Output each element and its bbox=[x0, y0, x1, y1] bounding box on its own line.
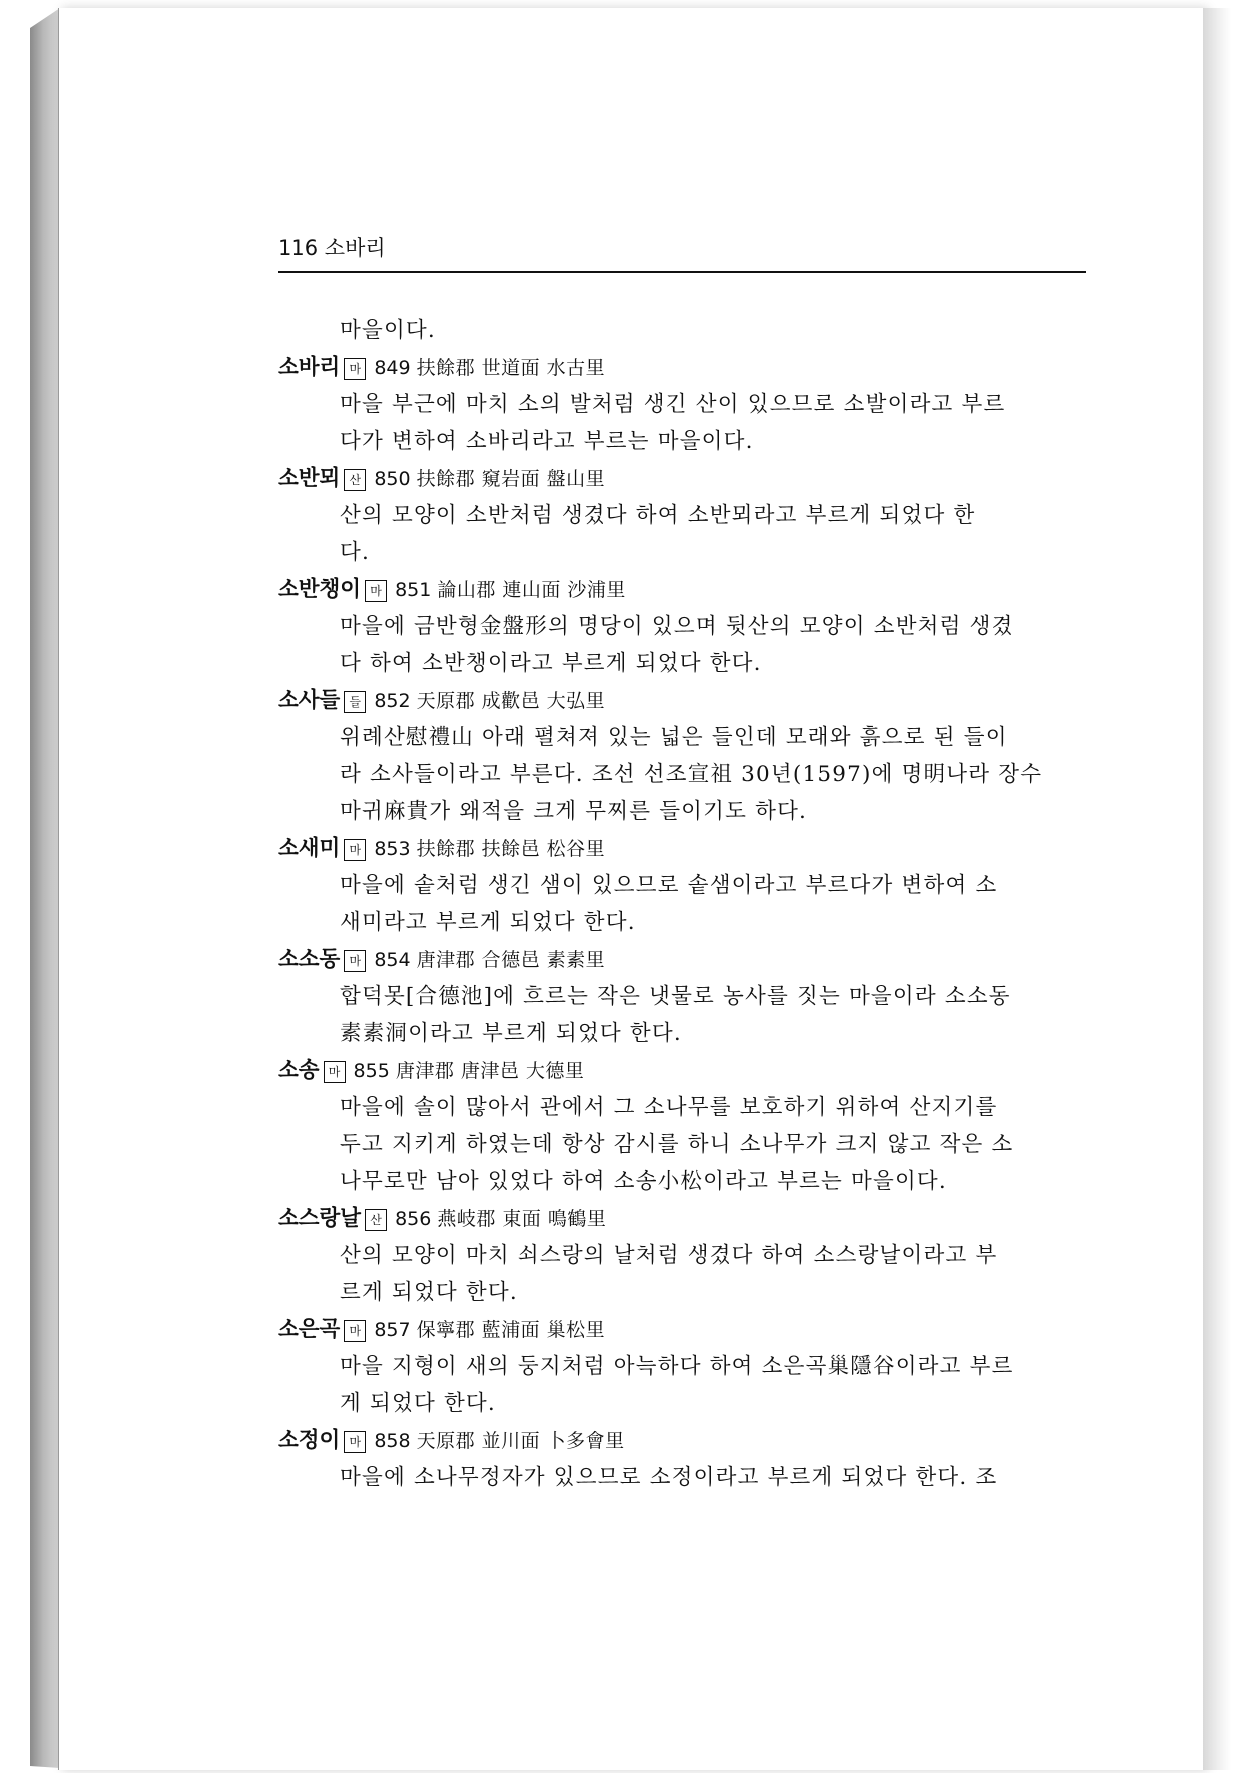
entry-number: 855 bbox=[353, 1060, 390, 1082]
entry-address: 唐津郡 唐津邑 大德里 bbox=[395, 1060, 585, 1082]
entry-text-line: 산의 모양이 마치 쇠스랑의 날처럼 생겼다 하여 소스랑날이라고 부 bbox=[340, 1243, 998, 1268]
entry-headword: 소송 bbox=[278, 1058, 320, 1083]
entry-text-line: 새미라고 부르게 되었다 한다. bbox=[340, 910, 636, 935]
entry-heading bbox=[278, 941, 1086, 978]
entry-text-line: 마을에 솔이 많아서 관에서 그 소나무를 보호하기 위하여 산지기를 bbox=[340, 1095, 998, 1120]
entry-text-line: 위례산慰禮山 아래 펼쳐져 있는 넓은 들인데 모래와 흙으로 된 들이 bbox=[340, 725, 1008, 750]
entry-heading bbox=[278, 571, 1086, 608]
entry-address: 天原郡 成歡邑 大弘里 bbox=[416, 690, 606, 712]
entry-heading bbox=[278, 1052, 1086, 1089]
entry-address: 燕岐郡 東面 鳴鶴里 bbox=[437, 1208, 607, 1230]
entry-headword: 소스랑날 bbox=[278, 1206, 362, 1231]
entry-address: 論山郡 連山面 沙浦里 bbox=[437, 579, 626, 601]
category-badge: 마 bbox=[344, 1320, 366, 1342]
header-rule bbox=[278, 271, 1086, 273]
entry-text-line: 마을 부근에 마치 소의 발처럼 생긴 산이 있으므로 소발이라고 부르 bbox=[340, 392, 1006, 417]
entry-text-line: 다가 변하여 소바리라고 부르는 마을이다. bbox=[340, 429, 754, 454]
running-title: 소바리 bbox=[324, 236, 386, 260]
entry-address: 扶餘郡 扶餘邑 松谷里 bbox=[416, 838, 606, 860]
entry-text-line: 마을에 솥처럼 생긴 샘이 있으므로 솥샘이라고 부르다가 변하여 소 bbox=[340, 873, 998, 898]
category-badge: 마 bbox=[344, 839, 366, 861]
category-badge: 들 bbox=[344, 691, 366, 713]
entry-text-line: 라 소사들이라고 부른다. 조선 선조宣祖 30년(1597)에 명明나라 장수 bbox=[340, 762, 1043, 787]
entry-address: 唐津郡 合德邑 素素里 bbox=[416, 949, 606, 971]
entry-text-line: 마귀麻貴가 왜적을 크게 무찌른 들이기도 하다. bbox=[340, 799, 808, 824]
entry-text-line: 다. bbox=[340, 540, 371, 565]
entry-text-line: 마을 지형이 새의 둥지처럼 아늑하다 하여 소은곡巢隱谷이라고 부르 bbox=[340, 1354, 1014, 1379]
entry-heading bbox=[278, 1422, 1086, 1459]
entry-address: 保寧郡 藍浦面 巢松里 bbox=[416, 1319, 606, 1341]
category-badge: 마 bbox=[344, 1431, 366, 1453]
entry-number: 851 bbox=[395, 579, 432, 601]
dictionary-content bbox=[278, 312, 1086, 1496]
entry-text-line: 게 되었다 한다. bbox=[340, 1391, 496, 1416]
entry-number: 857 bbox=[374, 1319, 411, 1341]
entry-headword: 소새미 bbox=[278, 836, 341, 861]
entry-number: 852 bbox=[374, 690, 411, 712]
entry-address: 扶餘郡 窺岩面 盤山里 bbox=[416, 468, 606, 490]
running-header bbox=[278, 232, 1086, 262]
page-number: 116 bbox=[278, 236, 319, 260]
entry-number: 858 bbox=[374, 1430, 411, 1452]
category-badge: 산 bbox=[344, 469, 366, 491]
entry-number: 854 bbox=[374, 949, 411, 971]
entry-headword: 소반뫼 bbox=[278, 466, 341, 491]
entry-headword: 소정이 bbox=[278, 1428, 341, 1453]
entry-text-line: 마을에 금반형金盤形의 명당이 있으며 뒷산의 모양이 소반처럼 생겼 bbox=[340, 614, 1014, 639]
entry-text-line: 산의 모양이 소반처럼 생겼다 하여 소반뫼라고 부르게 되었다 한 bbox=[340, 503, 976, 528]
entry-text-line: 두고 지키게 하였는데 항상 감시를 하니 소나무가 크지 않고 작은 소 bbox=[340, 1132, 1014, 1157]
entry-headword: 소반챙이 bbox=[278, 577, 362, 602]
entry-number: 850 bbox=[374, 468, 411, 490]
entry-number: 849 bbox=[374, 357, 411, 379]
entry-number: 856 bbox=[395, 1208, 432, 1230]
category-badge: 마 bbox=[365, 580, 387, 602]
entry-heading bbox=[278, 1311, 1086, 1348]
entry-number: 853 bbox=[374, 838, 411, 860]
entry-text-line: 다 하여 소반챙이라고 부르게 되었다 한다. bbox=[340, 651, 762, 676]
entry-text-line: 르게 되었다 한다. bbox=[340, 1280, 518, 1305]
entry-heading bbox=[278, 830, 1086, 867]
entry-text-line: 나무로만 남아 있었다 하여 소송小松이라고 부르는 마을이다. bbox=[340, 1169, 947, 1194]
entry-headword: 소사들 bbox=[278, 688, 341, 713]
category-badge: 마 bbox=[324, 1061, 346, 1083]
category-badge: 산 bbox=[365, 1209, 387, 1231]
entry-heading bbox=[278, 1200, 1086, 1237]
entry-heading bbox=[278, 460, 1086, 497]
entry-text-line: 합덕못[合德池]에 흐르는 작은 냇물로 농사를 짓는 마을이라 소소동 bbox=[340, 984, 1011, 1009]
entry-headword: 소바리 bbox=[278, 355, 341, 380]
entry-headword: 소은곡 bbox=[278, 1317, 341, 1342]
category-badge: 마 bbox=[344, 950, 366, 972]
entry-text-line: 素素洞이라고 부르게 되었다 한다. bbox=[340, 1021, 682, 1046]
entry-heading bbox=[278, 349, 1086, 386]
book-spine bbox=[30, 8, 60, 1768]
entry-text-line: 마을이다. bbox=[340, 318, 436, 343]
entry-heading bbox=[278, 682, 1086, 719]
page-edge bbox=[1203, 8, 1231, 1770]
entry-address: 扶餘郡 世道面 水古里 bbox=[416, 357, 606, 379]
entry-headword: 소소동 bbox=[278, 947, 341, 972]
category-badge: 마 bbox=[344, 358, 366, 380]
entry-text-line: 마을에 소나무정자가 있으므로 소정이라고 부르게 되었다 한다. 조 bbox=[340, 1465, 998, 1490]
entry-address: 天原郡 並川面 卜多會里 bbox=[416, 1430, 625, 1452]
